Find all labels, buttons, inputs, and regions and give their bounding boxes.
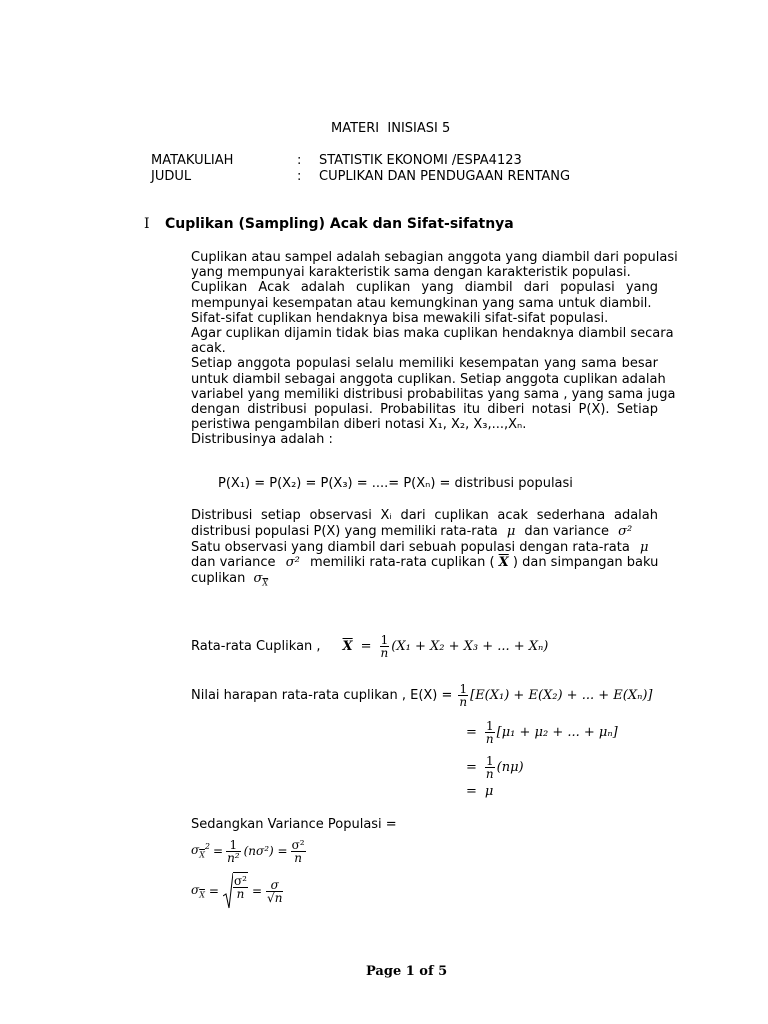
xbar-subscript: X (262, 578, 269, 588)
expectation-sum: [E(X₁) + E(X₂) + ... + E(Xₙ)] (470, 687, 653, 703)
sigma-squared-symbol: σ² (618, 523, 633, 539)
paragraph-line: variabel yang memiliki distribusi probabilitas yang sama , yang sama juga (191, 386, 676, 402)
expectation-label: Nilai harapan rata-rata cuplikan , E(X) = (191, 687, 453, 703)
fraction-denominator: n (485, 766, 494, 781)
sample-mean-formula (191, 630, 548, 662)
fraction (485, 720, 495, 745)
mu-sum: [μ₁ + μ₂ + ... + μₙ] (496, 724, 618, 740)
sigma-xbar-symbol (191, 883, 205, 899)
expectation-step-2 (466, 716, 618, 748)
text-span: dan variance (524, 523, 609, 539)
equals-sign: = (251, 884, 263, 898)
equals-sign: = (208, 884, 219, 898)
fraction (458, 683, 468, 708)
equals-sign: = (360, 638, 372, 654)
mu-symbol: μ (506, 523, 516, 539)
radical-sign-icon (223, 872, 233, 910)
intro-paragraph (191, 250, 678, 448)
fraction-numerator: σ² (291, 837, 305, 852)
fraction-numerator: 1 (485, 753, 494, 768)
expectation-step-4 (466, 784, 493, 799)
page-number: Page 1 of 5 (366, 964, 448, 979)
variance-label: Sedangkan Variance Populasi = (191, 817, 397, 832)
fraction-numerator: σ (270, 877, 279, 892)
equals-sign: = (213, 844, 224, 858)
text-span: dan variance (191, 555, 276, 571)
text-span: ) dan simpangan baku (512, 555, 659, 571)
paragraph-line: Distribusinya adalah : (191, 432, 333, 448)
observation-paragraph (191, 508, 658, 592)
fraction-numerator: 1 (229, 837, 238, 852)
fraction-denominator: n (485, 731, 494, 746)
equals-sign: = (466, 784, 477, 799)
fraction (380, 634, 390, 659)
paragraph-line (191, 524, 658, 540)
fraction (226, 839, 241, 864)
mu-symbol: μ (484, 784, 494, 799)
sigma-symbol: σ (191, 882, 200, 897)
fraction (485, 755, 495, 780)
sample-mean-label: Rata-rata Cuplikan , (191, 638, 321, 654)
section-heading: Cuplikan (Sampling) Acak dan Sifat-sifatnya (165, 216, 514, 232)
paragraph-line: mempunyai kesempatan atau kemungkinan yang sama untuk diambil. (191, 295, 652, 311)
paragraph-line: Cuplikan Acak adalah cuplikan yang diambil dari populasi yang (191, 280, 658, 296)
xbar-symbol: $\overline{X}$ (342, 638, 353, 654)
squared-superscript: 2 (204, 842, 210, 852)
n-sigma-squared: (nσ²) = (243, 844, 288, 858)
paragraph-line: yang mempunyai karakteristik sama dengan karakteristik populasi. (191, 265, 631, 281)
expectation-step-3 (466, 751, 524, 783)
distribution-equation: P(X₁) = P(X₂) = P(X₃) = ....= P(Xₙ) = distribusi populasi (218, 476, 573, 491)
equals-sign: = (466, 759, 477, 775)
fraction-numerator: 1 (485, 718, 494, 733)
topic-label: JUDUL (151, 169, 192, 184)
paragraph-line: acak. (191, 341, 226, 357)
fraction-numerator: σ² (233, 874, 247, 888)
expectation-formula (191, 679, 653, 711)
sum-expression: (X₁ + X₂ + X₃ + ... + Xₙ) (391, 638, 549, 654)
paragraph-line: dengan distribusi populasi. Probabilitas itu diberi notasi P(X). Setiap (191, 402, 658, 418)
paragraph-line: Cuplikan atau sampel adalah sebagian anggota yang diambil dari populasi (191, 250, 678, 265)
xbar-symbol: $\overline{X}$ (498, 555, 509, 571)
n-mu: (nμ) (496, 759, 524, 775)
variance-formula (191, 834, 306, 868)
text-span: memiliki rata-rata cuplikan ( (309, 555, 495, 571)
paragraph-line: peristiwa pengambilan diberi notasi X₁, X₂, X₃,...,Xₙ. (191, 417, 527, 433)
course-value: STATISTIK EKONOMI /ESPA4123 (319, 153, 522, 168)
text-span: cuplikan (191, 571, 246, 587)
paragraph-line: Setiap anggota populasi selalu memiliki kesempatan yang sama besar (191, 356, 658, 372)
document-title: MATERI INISIASI 5 (331, 121, 451, 136)
fraction (233, 872, 248, 910)
paragraph-line: Agar cuplikan dijamin tidak bias maka cuplikan hendaknya diambil secara (191, 326, 674, 342)
fraction (266, 879, 283, 904)
sigma-xbar-symbol (191, 842, 210, 859)
paragraph-line: untuk diambil sebagai anggota cuplikan. Setiap anggota cuplikan adalah (191, 371, 666, 387)
paragraph-line (191, 571, 658, 591)
fraction-denominator: n (291, 851, 306, 864)
paragraph-line: Distribusi setiap observasi Xᵢ dari cuplikan acak sederhana adalah (191, 508, 658, 523)
paragraph-line (191, 540, 658, 556)
std-dev-formula (191, 870, 283, 912)
paragraph-line: Sifat-sifat cuplikan hendaknya bisa mewakili sifat-sifat populasi. (191, 310, 609, 326)
xbar-subscript: X (199, 890, 205, 900)
sigma-squared-symbol: σ² (285, 555, 300, 571)
topic-separator: : (297, 169, 302, 184)
fraction-denominator: n² (227, 850, 240, 865)
section-number: I (144, 216, 150, 232)
text-span: Satu observasi yang diambil dari sebuah populasi dengan rata-rata (191, 539, 630, 555)
course-label: MATAKULIAH (151, 153, 234, 168)
topic-value: CUPLIKAN DAN PENDUGAAN RENTANG (319, 169, 571, 184)
fraction-denominator: n (380, 645, 389, 660)
square-root (223, 872, 248, 910)
course-separator: : (297, 153, 302, 168)
sigma-symbol: σ (253, 571, 263, 587)
equals-sign: = (466, 724, 477, 740)
fraction-denominator: √n (267, 890, 283, 905)
paragraph-line (191, 555, 658, 571)
mu-symbol: μ (639, 539, 649, 555)
sigma-symbol: σ (191, 843, 200, 858)
sigma-xbar-symbol (254, 571, 269, 586)
fraction (291, 839, 306, 864)
fraction-denominator: n (233, 887, 248, 900)
fraction-numerator: 1 (459, 681, 468, 696)
fraction-numerator: 1 (380, 632, 389, 647)
fraction-denominator: n (459, 694, 468, 709)
xbar-subscript: X (199, 850, 205, 860)
text-span: distribusi populasi P(X) yang memiliki rata-rata (191, 523, 498, 539)
